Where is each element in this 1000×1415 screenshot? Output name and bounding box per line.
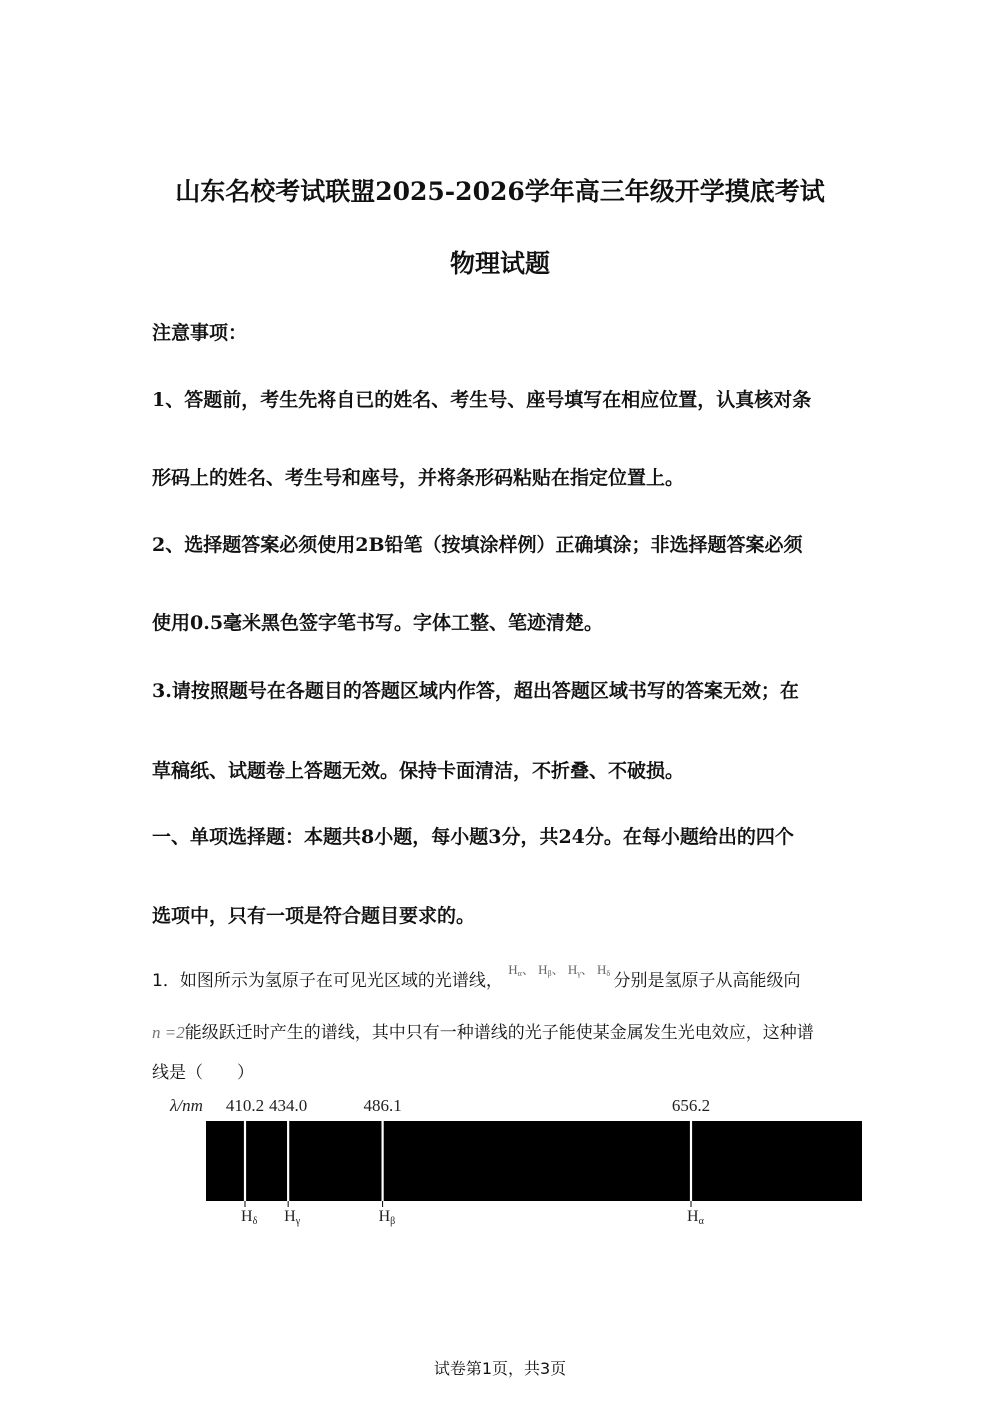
- symbol-h-alpha: $H_\alpha$、: [508, 962, 535, 978]
- line-label-h-gamma: Hγ: [284, 1208, 301, 1227]
- hydrogen-spectrum-figure: [160, 1092, 870, 1232]
- notice-line-1: 1、答题前，考生先将自已的姓名、考生号、座号填写在相应位置，认真核对条: [152, 389, 812, 411]
- page-footer: 试卷第1页，共3页: [433, 1359, 567, 1378]
- symbol-h-gamma: $H_\gamma$、: [567, 962, 594, 978]
- symbol-h-delta: $H_\delta$: [597, 962, 611, 978]
- section-line-1: 一、单项选择题：本题共8小题，每小题3分，共24分。在每小题给出的四个: [152, 826, 794, 848]
- section-line-2: 选项中，只有一项是符合题目要求的。: [152, 905, 476, 927]
- wavelength-label-h-delta: 410.2: [225, 1096, 265, 1115]
- spectrum-band: [206, 1121, 862, 1201]
- notice-line-6: 草稿纸、试题卷上答题无效。保持卡面清洁，不折叠、不破损。: [152, 760, 685, 782]
- wavelength-label-h-gamma: 434.0: [269, 1096, 308, 1115]
- notice-line-2: 形码上的姓名、考生号和座号，并将条形码粘贴在指定位置上。: [152, 467, 685, 489]
- notice-heading: 注意事项：: [152, 322, 248, 344]
- spectrum-axis-label: λ/nm: [170, 1096, 203, 1115]
- hydrogen-line-symbols: [508, 962, 613, 977]
- question-1-text-b: 分别是氢原子从高能级向: [613, 971, 801, 991]
- notice-line-3: 2、选择题答案必须使用2B铅笔（按填涂样例）正确填涂；非选择题答案必须: [152, 534, 803, 556]
- question-1-line-3: 线是（ ）: [152, 1063, 254, 1083]
- question-1-line-2: [152, 1018, 814, 1043]
- energy-level-n2: n =2: [152, 1023, 185, 1042]
- question-1-text-c: 能级跃迁时产生的谱线，其中只有一种谱线的光子能使某金属发生光电效应，这种谱: [184, 1023, 814, 1043]
- line-label-h-beta: Hβ: [378, 1208, 396, 1227]
- line-label-h-delta: Hδ: [241, 1208, 258, 1227]
- line-label-h-alpha: Hα: [687, 1208, 704, 1227]
- wavelength-label-h-alpha: 656.2: [671, 1096, 711, 1115]
- notice-line-5: 3.请按照题号在各题目的答题区域内作答，超出答题区域书写的答案无效；在: [152, 680, 799, 702]
- symbol-h-beta: $H_\beta$、: [538, 962, 565, 978]
- wavelength-label-h-beta: 486.1: [363, 1096, 402, 1115]
- notice-line-4: 使用0.5毫米黑色签字笔书写。字体工整、笔迹清楚。: [152, 612, 604, 634]
- question-1-line-1: [152, 962, 801, 991]
- exam-title: 山东名校考试联盟2025-2026学年高三年级开学摸底考试: [175, 177, 825, 206]
- question-1-text-a: 1．如图所示为氢原子在可见光区域的光谱线，: [152, 971, 503, 991]
- exam-subject: 物理试题: [449, 249, 550, 278]
